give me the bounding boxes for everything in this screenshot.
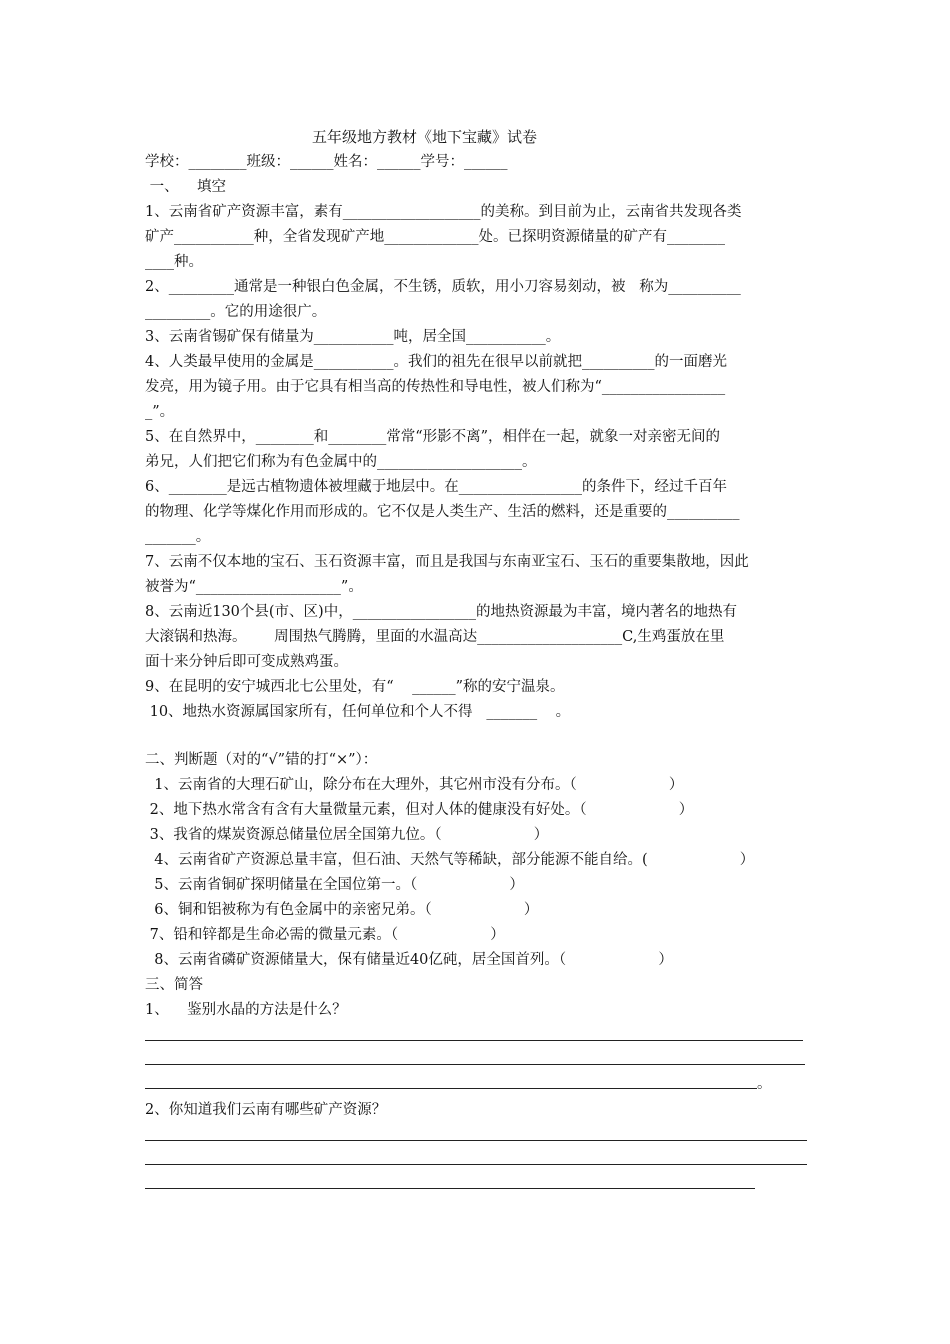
fill-line-14: _______。 bbox=[145, 529, 211, 545]
judge-item-1: 1、云南省的大理石矿山，除分布在大理外，其它州市没有分布。（ ） bbox=[145, 777, 684, 793]
section-3-heading: 三、简答 bbox=[145, 977, 203, 993]
fill-line-21: 10、地热水资源属国家所有，任何单位和个人不得 _______ 。 bbox=[145, 704, 571, 720]
fill-line-10: 5、在自然界中，________和________常常“形影不离”，相伴在一起，就象一对亲密无间的 bbox=[145, 429, 721, 445]
answer-line-4 bbox=[145, 1140, 807, 1141]
judge-item-2: 2、地下热水常含有含有大量微量元素，但对人体的健康没有好处。（ ） bbox=[145, 802, 694, 818]
fill-line-13: 的物理、化学等煤化作用而形成的。它不仅是人类生产、生活的燃料，还是重要的__________ bbox=[145, 504, 740, 520]
fill-line-5: _________。它的用途很广。 bbox=[145, 304, 327, 320]
judge-item-7: 7、铅和锌都是生命必需的微量元素。（ ） bbox=[145, 927, 505, 943]
fill-line-15: 7、云南不仅本地的宝石、玉石资源丰富，而且是我国与东南亚宝石、玉石的重要集散地，因此 bbox=[145, 554, 749, 570]
fill-line-1: 1、云南省矿产资源丰富，素有___________________的美称。到目前为止，云南省共发现各类 bbox=[145, 204, 742, 220]
fill-line-20: 9、在昆明的安宁城西北七公里处，有“ ______”称的安宁温泉。 bbox=[145, 679, 565, 695]
judge-item-4: 4、云南省矿产资源总量丰富，但石油、天然气等稀缺，部分能源不能自给。( ） bbox=[145, 852, 755, 868]
judge-item-5: 5、云南省铜矿探明储量在全国位第一。（ ） bbox=[145, 877, 524, 893]
answer-end-mark: 。 bbox=[757, 1076, 772, 1092]
section-2-heading: 二、判断题（对的“√”错的打“×”）： bbox=[145, 752, 378, 768]
fill-line-11: 弟兄，人们把它们称为有色金属中的____________________。 bbox=[145, 454, 537, 470]
fill-line-8: 发亮，用为镜子用。由于它具有相当高的传热性和导电性，被人们称为“_________________ bbox=[145, 379, 726, 395]
question-1: 1、 鉴别水晶的方法是什么？ bbox=[145, 1002, 347, 1018]
fill-line-7: 4、人类最早使用的金属是___________。我们的祖先在很早以前就把__________的一面磨光 bbox=[145, 354, 727, 370]
answer-line-6 bbox=[145, 1188, 755, 1189]
fill-line-16: 被誉为“____________________”。 bbox=[145, 579, 363, 595]
fill-line-9: _”。 bbox=[145, 404, 175, 420]
section-1-heading: 一、 填空 bbox=[145, 179, 227, 195]
page-title: 五年级地方教材《地下宝藏》试卷 bbox=[312, 128, 538, 146]
fill-line-12: 6、________是远古植物遗体被埋藏于地层中。在_________________的条件下，经过千百年 bbox=[145, 479, 727, 495]
judge-item-6: 6、铜和铝被称为有色金属中的亲密兄弟。（ ） bbox=[145, 902, 539, 918]
fill-line-6: 3、云南省锡矿保有储量为___________吨，居全国___________。 bbox=[145, 329, 561, 345]
fill-line-2: 矿产___________种，全省发现矿产地_____________处。已探明资源储量的矿产有________ bbox=[145, 229, 725, 245]
judge-item-3: 3、我省的煤炭资源总储量位居全国第九位。（ ） bbox=[145, 827, 549, 843]
answer-line-3 bbox=[145, 1088, 757, 1089]
question-2: 2、你知道我们云南有哪些矿产资源？ bbox=[145, 1102, 387, 1118]
judge-item-8: 8、云南省磷矿资源储量大，保有储量近40亿砘，居全国首列。（ ） bbox=[145, 952, 673, 968]
answer-line-1 bbox=[145, 1040, 803, 1041]
fill-line-4: 2、_________通常是一种银白色金属，不生锈，质软，用小刀容易刻动，被 称为__________ bbox=[145, 279, 741, 295]
fill-line-17: 8、云南近130个县(市、区)中，_________________的地热资源最为丰富，境内著名的地热有 bbox=[145, 604, 737, 620]
fill-line-18: 大滚锅和热海。 周围热气腾腾，里面的水温高达____________________C,生鸡蛋放在里 bbox=[145, 629, 725, 645]
student-info-line: 学校：________班级：______姓名：______学号：______ bbox=[145, 154, 508, 170]
answer-line-2 bbox=[145, 1064, 805, 1065]
fill-line-19: 面十来分钟后即可变成熟鸡蛋。 bbox=[145, 654, 348, 670]
fill-line-3: ____种。 bbox=[145, 254, 203, 270]
answer-line-5 bbox=[145, 1164, 807, 1165]
